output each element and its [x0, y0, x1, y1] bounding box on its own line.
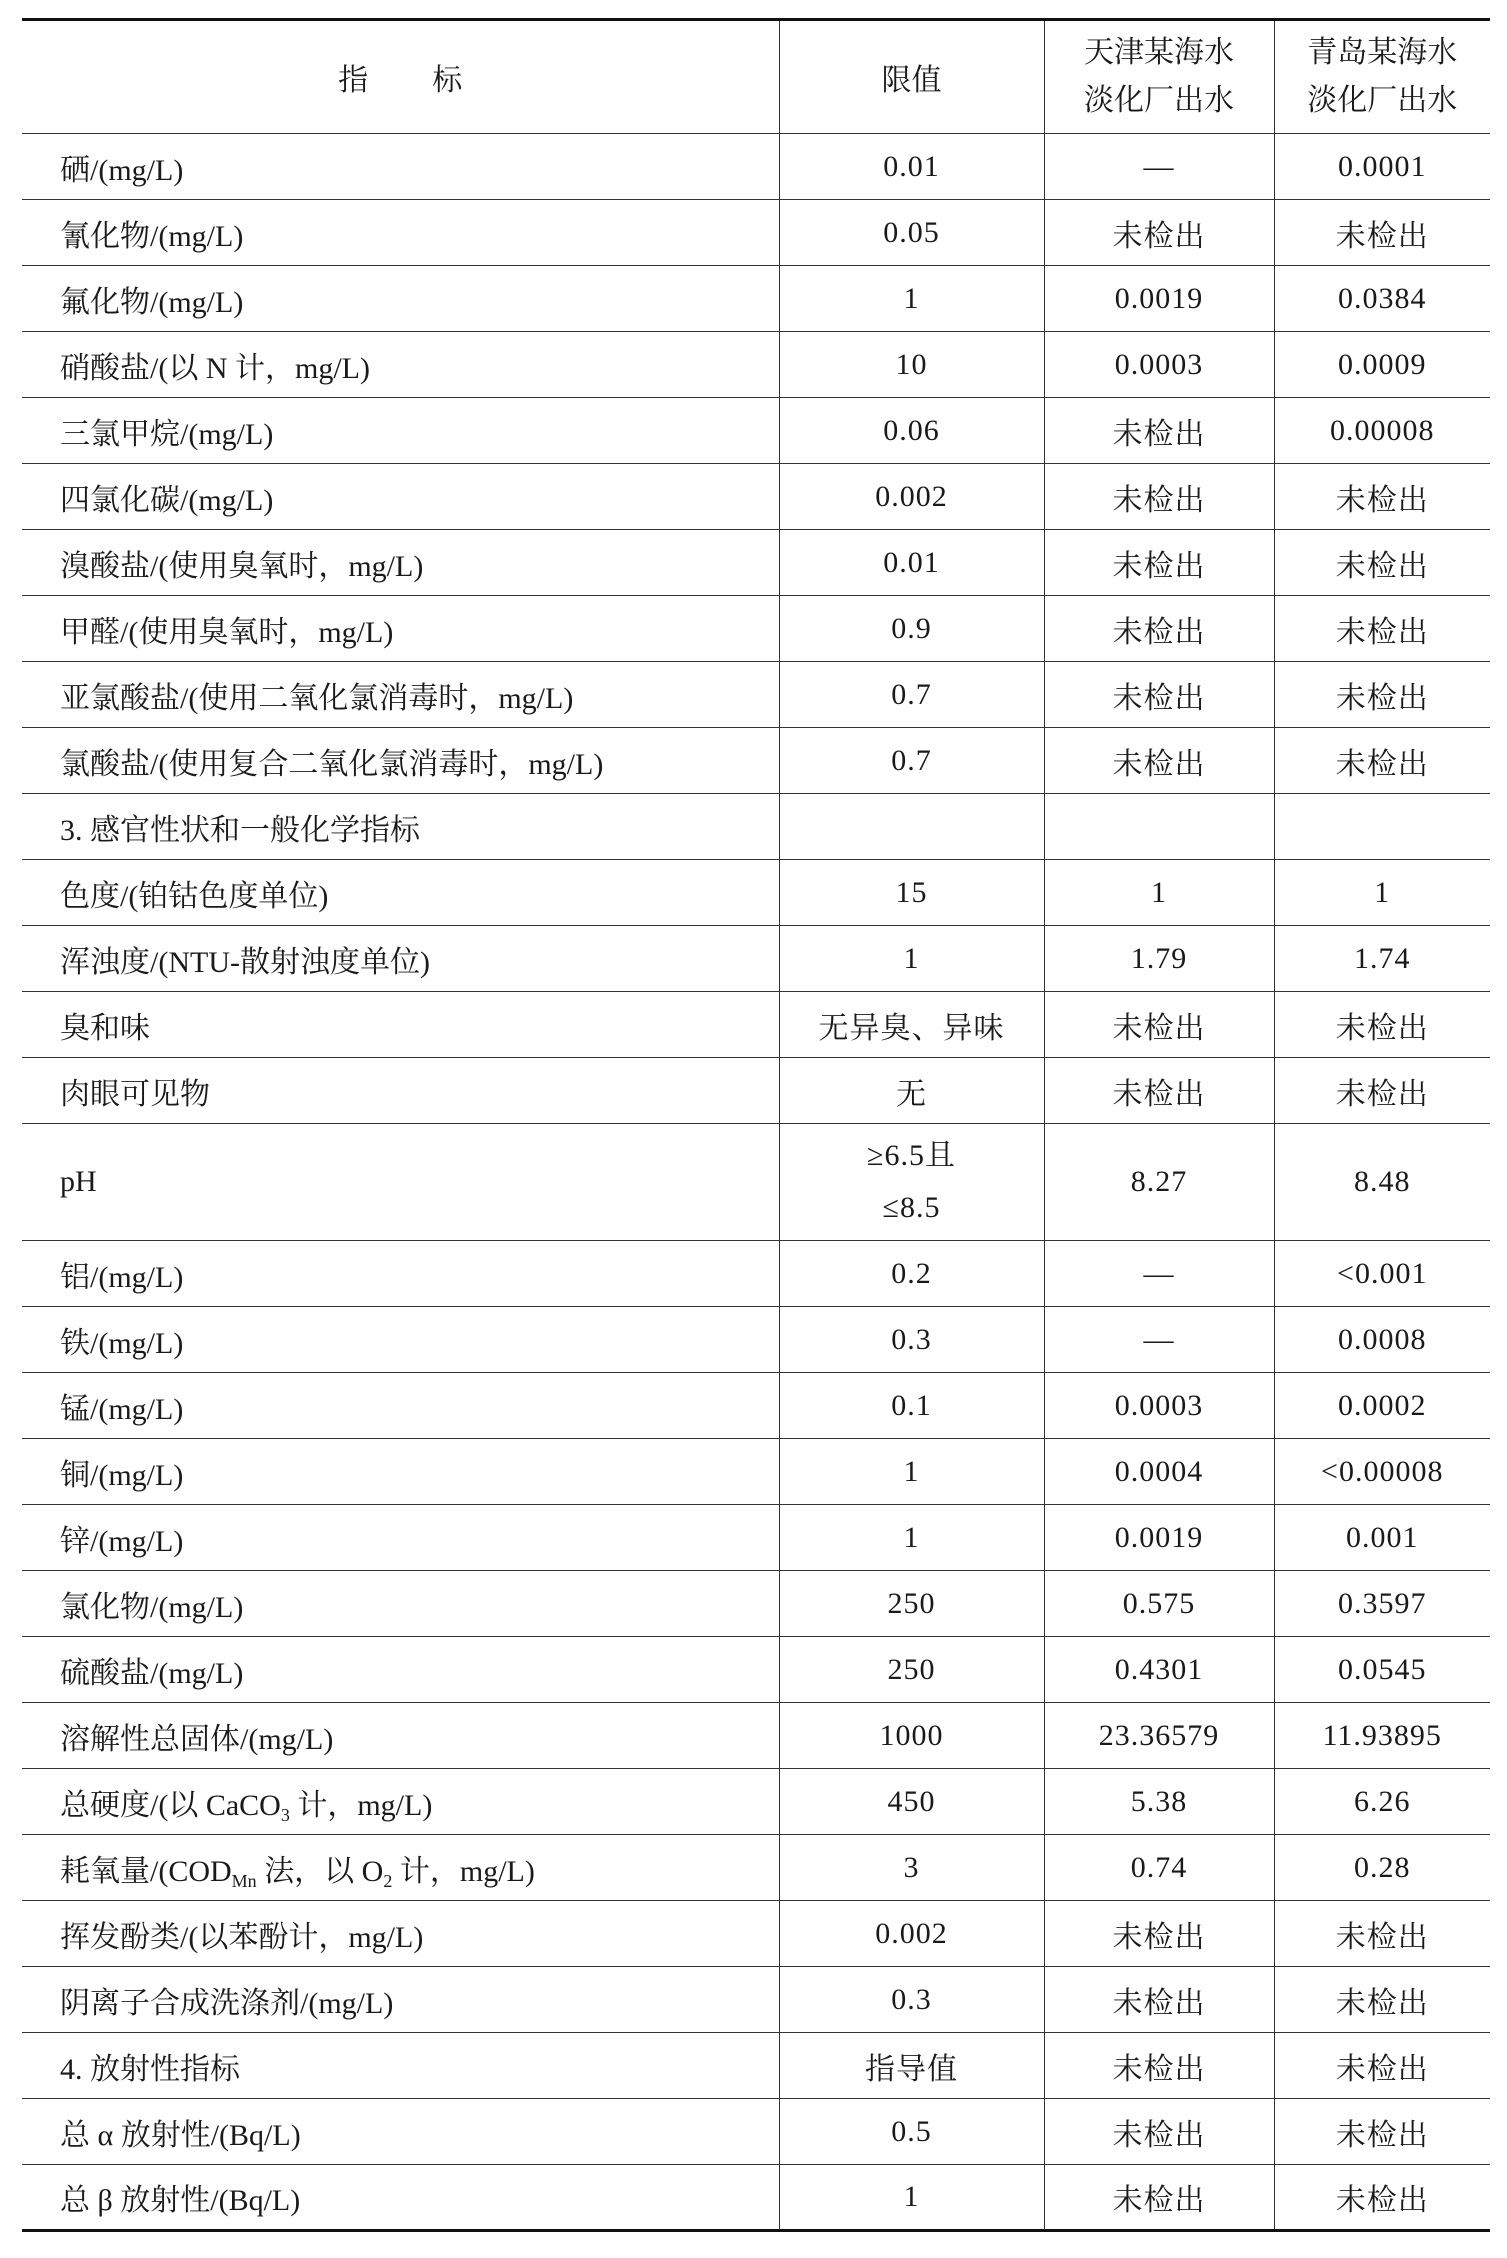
header-indicator [22, 20, 779, 134]
table-row [22, 2099, 1490, 2165]
table-row [22, 2165, 1490, 2231]
header-tianjin-line-1: 天津某海水 [1084, 36, 1234, 69]
qingdao-cell: 未检出 [1274, 464, 1490, 530]
indicator-cell: 溴酸盐/(使用臭氧时，mg/L) [22, 530, 779, 596]
table-row [22, 1505, 1490, 1571]
qingdao-cell: <0.00008 [1274, 1439, 1490, 1505]
qingdao-cell: 0.0545 [1274, 1637, 1490, 1703]
indicator-cell: 硝酸盐/(以 N 计，mg/L) [22, 332, 779, 398]
table-row [22, 266, 1490, 332]
indicator-cell: 臭和味 [22, 992, 779, 1058]
limit-cell [779, 794, 1044, 860]
subscript-text: Mn [231, 1870, 257, 1891]
qingdao-cell: 0.0002 [1274, 1373, 1490, 1439]
limit-cell: 0.06 [779, 398, 1044, 464]
table-row [22, 1901, 1490, 1967]
table-header [22, 20, 1490, 134]
limit-cell: 1 [779, 926, 1044, 992]
tianjin-cell: 未检出 [1044, 2033, 1274, 2099]
table-row [22, 332, 1490, 398]
indicator-cell: 硒/(mg/L) [22, 134, 779, 200]
tianjin-cell: 5.38 [1044, 1769, 1274, 1835]
limit-cell: 1 [779, 1505, 1044, 1571]
qingdao-cell: 1 [1274, 860, 1490, 926]
header-tianjin [1044, 20, 1274, 134]
limit-cell: 1 [779, 266, 1044, 332]
tianjin-cell: — [1044, 134, 1274, 200]
section-row [22, 2033, 1490, 2099]
table-row [22, 1373, 1490, 1439]
indicator-cell: 四氯化碳/(mg/L) [22, 464, 779, 530]
tianjin-cell: 未检出 [1044, 1058, 1274, 1124]
indicator-cell: 锰/(mg/L) [22, 1373, 779, 1439]
indicator-cell: 氰化物/(mg/L) [22, 200, 779, 266]
limit-cell: 0.3 [779, 1307, 1044, 1373]
limit-cell: 10 [779, 332, 1044, 398]
qingdao-cell: 11.93895 [1274, 1703, 1490, 1769]
qingdao-cell: 未检出 [1274, 992, 1490, 1058]
table-row [22, 1571, 1490, 1637]
tianjin-cell: 23.36579 [1044, 1703, 1274, 1769]
limit-cell: 1 [779, 2165, 1044, 2231]
limit-cell: 1000 [779, 1703, 1044, 1769]
water-quality-table [22, 18, 1490, 2232]
table-row [22, 1124, 1490, 1241]
limit-cell: 450 [779, 1769, 1044, 1835]
tianjin-cell: — [1044, 1307, 1274, 1373]
limit-cell: 3 [779, 1835, 1044, 1901]
limit-cell: 0.05 [779, 200, 1044, 266]
limit-cell: 1 [779, 1439, 1044, 1505]
indicator-cell: 甲醛/(使用臭氧时，mg/L) [22, 596, 779, 662]
subscript-text: 3 [280, 1804, 290, 1825]
tianjin-cell: 0.0003 [1044, 332, 1274, 398]
qingdao-cell: 未检出 [1274, 530, 1490, 596]
table-row [22, 860, 1490, 926]
tianjin-cell: 0.0019 [1044, 266, 1274, 332]
indicator-cell: 氯酸盐/(使用复合二氧化氯消毒时，mg/L) [22, 728, 779, 794]
tianjin-cell: 未检出 [1044, 398, 1274, 464]
limit-cell: 0.01 [779, 530, 1044, 596]
table-row [22, 200, 1490, 266]
indicator-cell: 铝/(mg/L) [22, 1241, 779, 1307]
limit-cell: 0.5 [779, 2099, 1044, 2165]
table-row [22, 1835, 1490, 1901]
table-row [22, 1703, 1490, 1769]
header-qingdao-line-1: 青岛某海水 [1307, 36, 1458, 69]
header-row [22, 20, 1490, 134]
qingdao-cell: 0.0009 [1274, 332, 1490, 398]
qingdao-cell: 0.0384 [1274, 266, 1490, 332]
indicator-cell: 4. 放射性指标 [22, 2033, 779, 2099]
limit-cell: 无异臭、异味 [779, 992, 1044, 1058]
limit-cell [779, 1124, 1044, 1241]
qingdao-cell: 未检出 [1274, 2099, 1490, 2165]
limit-cell: 250 [779, 1637, 1044, 1703]
limit-cell: 无 [779, 1058, 1044, 1124]
tianjin-cell: 8.27 [1044, 1124, 1274, 1241]
limit-cell: 0.2 [779, 1241, 1044, 1307]
header-tianjin-line-2: 淡化厂出水 [1084, 84, 1234, 117]
tianjin-cell: 未检出 [1044, 530, 1274, 596]
limit-cell: 15 [779, 860, 1044, 926]
limit-cell: 0.1 [779, 1373, 1044, 1439]
table-row [22, 1439, 1490, 1505]
qingdao-cell [1274, 794, 1490, 860]
qingdao-cell: 8.48 [1274, 1124, 1490, 1241]
indicator-cell: 铜/(mg/L) [22, 1439, 779, 1505]
indicator-text: 法，以 O [256, 1854, 384, 1888]
indicator-cell: 氯化物/(mg/L) [22, 1571, 779, 1637]
indicator-cell [22, 1835, 779, 1901]
qingdao-cell: 0.0008 [1274, 1307, 1490, 1373]
limit-cell: 0.002 [779, 1901, 1044, 1967]
tianjin-cell: 0.4301 [1044, 1637, 1274, 1703]
limit-cell: 指导值 [779, 2033, 1044, 2099]
tianjin-cell: 未检出 [1044, 200, 1274, 266]
qingdao-cell: 1.74 [1274, 926, 1490, 992]
tianjin-cell: — [1044, 1241, 1274, 1307]
table-row [22, 134, 1490, 200]
indicator-cell: 锌/(mg/L) [22, 1505, 779, 1571]
header-qingdao-line-2: 淡化厂出水 [1307, 84, 1458, 117]
limit-cell: 0.9 [779, 596, 1044, 662]
limit-cell: 0.01 [779, 134, 1044, 200]
indicator-text: 耗氧量/(COD [60, 1854, 232, 1888]
indicator-cell: 硫酸盐/(mg/L) [22, 1637, 779, 1703]
qingdao-cell: 未检出 [1274, 1901, 1490, 1967]
tianjin-cell: 未检出 [1044, 464, 1274, 530]
table-body [22, 134, 1490, 2231]
indicator-cell: 三氯甲烷/(mg/L) [22, 398, 779, 464]
qingdao-cell: 0.001 [1274, 1505, 1490, 1571]
indicator-cell: 挥发酚类/(以苯酚计，mg/L) [22, 1901, 779, 1967]
qingdao-cell: 未检出 [1274, 2033, 1490, 2099]
tianjin-cell: 未检出 [1044, 992, 1274, 1058]
header-indicator-label: 指标 [338, 64, 527, 97]
qingdao-cell: 未检出 [1274, 1058, 1490, 1124]
table-row [22, 1307, 1490, 1373]
section-row [22, 794, 1490, 860]
subscript-text: 2 [383, 1870, 393, 1891]
limit-cell: 0.7 [779, 662, 1044, 728]
tianjin-cell: 未检出 [1044, 596, 1274, 662]
indicator-cell: 色度/(铂钴色度单位) [22, 860, 779, 926]
qingdao-cell: 未检出 [1274, 1967, 1490, 2033]
table-row [22, 1241, 1490, 1307]
tianjin-cell: 0.0004 [1044, 1439, 1274, 1505]
limit-cell-line: ≥6.5且 [867, 1139, 956, 1172]
tianjin-cell: 未检出 [1044, 1967, 1274, 2033]
qingdao-cell: 0.28 [1274, 1835, 1490, 1901]
table-row [22, 728, 1490, 794]
qingdao-cell: 未检出 [1274, 200, 1490, 266]
table-row [22, 662, 1490, 728]
tianjin-cell: 未检出 [1044, 662, 1274, 728]
qingdao-cell: 未检出 [1274, 728, 1490, 794]
table-row [22, 1058, 1490, 1124]
table-row [22, 1637, 1490, 1703]
qingdao-cell: 0.00008 [1274, 398, 1490, 464]
table-row [22, 992, 1490, 1058]
table-row [22, 398, 1490, 464]
qingdao-cell: 6.26 [1274, 1769, 1490, 1835]
indicator-text: 总硬度/(以 CaCO [60, 1788, 281, 1822]
indicator-cell [22, 1769, 779, 1835]
indicator-cell: 总 α 放射性/(Bq/L) [22, 2099, 779, 2165]
limit-cell: 0.3 [779, 1967, 1044, 2033]
table-row [22, 926, 1490, 992]
tianjin-cell: 未检出 [1044, 1901, 1274, 1967]
tianjin-cell: 未检出 [1044, 2099, 1274, 2165]
tianjin-cell: 0.0019 [1044, 1505, 1274, 1571]
qingdao-cell: 未检出 [1274, 2165, 1490, 2231]
header-qingdao [1274, 20, 1490, 134]
indicator-cell: 溶解性总固体/(mg/L) [22, 1703, 779, 1769]
indicator-cell: 铁/(mg/L) [22, 1307, 779, 1373]
limit-cell-line: ≤8.5 [882, 1191, 941, 1224]
tianjin-cell: 0.74 [1044, 1835, 1274, 1901]
qingdao-cell: 0.3597 [1274, 1571, 1490, 1637]
qingdao-cell: 未检出 [1274, 596, 1490, 662]
header-limit-label: 限值 [881, 64, 942, 97]
limit-cell: 250 [779, 1571, 1044, 1637]
limit-cell: 0.002 [779, 464, 1044, 530]
indicator-cell: 阴离子合成洗涤剂/(mg/L) [22, 1967, 779, 2033]
indicator-text: 计，mg/L) [392, 1854, 535, 1888]
header-limit [779, 20, 1044, 134]
tianjin-cell: 1 [1044, 860, 1274, 926]
qingdao-cell: 0.0001 [1274, 134, 1490, 200]
qingdao-cell: 未检出 [1274, 662, 1490, 728]
indicator-cell: 3. 感官性状和一般化学指标 [22, 794, 779, 860]
tianjin-cell: 未检出 [1044, 2165, 1274, 2231]
tianjin-cell [1044, 794, 1274, 860]
indicator-cell: 亚氯酸盐/(使用二氧化氯消毒时，mg/L) [22, 662, 779, 728]
table-row [22, 464, 1490, 530]
indicator-cell: 浑浊度/(NTU-散射浊度单位) [22, 926, 779, 992]
indicator-cell: 氟化物/(mg/L) [22, 266, 779, 332]
tianjin-cell: 未检出 [1044, 728, 1274, 794]
tianjin-cell: 0.575 [1044, 1571, 1274, 1637]
table-row [22, 596, 1490, 662]
table-row [22, 1967, 1490, 2033]
tianjin-cell: 0.0003 [1044, 1373, 1274, 1439]
tianjin-cell: 1.79 [1044, 926, 1274, 992]
table-row [22, 1769, 1490, 1835]
table-row [22, 530, 1490, 596]
indicator-cell: 总 β 放射性/(Bq/L) [60, 2184, 301, 2217]
indicator-cell: 肉眼可见物 [22, 1058, 779, 1124]
indicator-cell: pH [22, 1124, 779, 1241]
limit-cell: 0.7 [779, 728, 1044, 794]
qingdao-cell: <0.001 [1274, 1241, 1490, 1307]
indicator-text: 计，mg/L) [289, 1788, 433, 1822]
